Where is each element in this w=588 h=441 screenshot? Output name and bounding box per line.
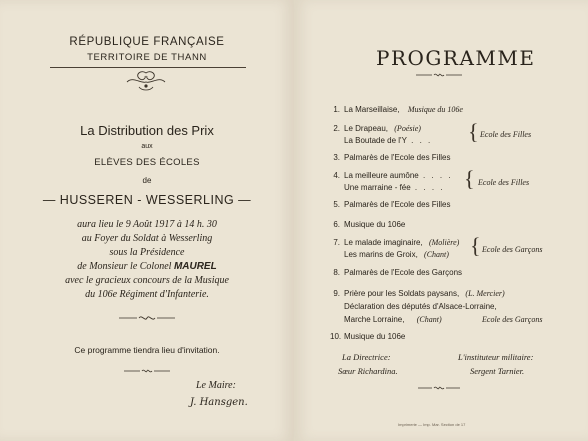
colonel-line: [0, 261, 294, 272]
date-line: aura lieu le 9 Août 1917 à 14 h. 30: [77, 219, 217, 230]
brace-icon: {: [470, 233, 481, 258]
item-number: 5.: [333, 200, 340, 209]
item-text: Une marraine - fée: [344, 183, 411, 192]
regiment-line: du 106e Régiment d'Infanterie.: [85, 289, 209, 300]
side-label-girls: Ecole des Filles: [480, 130, 532, 139]
item-text: Le Drapeau,: [344, 124, 389, 133]
side-label-boys: Ecole des Garçons: [482, 315, 543, 324]
de-text: de: [142, 176, 152, 185]
item-note: Musique du 106e: [407, 105, 463, 114]
programme-item-10: [330, 332, 405, 341]
item-number: 8.: [333, 268, 340, 277]
directrice-label: La Directrice:: [342, 352, 391, 362]
side-label-girls: Ecole des Filles: [478, 178, 530, 187]
territory-heading: TERRITOIRE DE THANN: [87, 52, 207, 63]
divider-flourish-icon: [117, 314, 177, 322]
ornament-flourish-icon: [121, 70, 171, 92]
presidence-text: sous la Présidence: [109, 247, 185, 258]
republic-heading: RÉPUBLIQUE FRANÇAISE: [69, 36, 225, 48]
item-number: 7.: [333, 238, 340, 247]
programme-item-1: [330, 105, 463, 114]
colonel-name: MAUREL: [173, 261, 217, 272]
directrice-name: Sœur Richardina.: [338, 366, 398, 376]
item-number: 4.: [333, 171, 340, 180]
programme-heading: PROGRAMME: [376, 46, 536, 70]
item-note: (Molière): [428, 238, 460, 247]
mayor-label: Le Maire:: [196, 380, 236, 391]
venue-line: au Foyer du Soldat à Wesserling: [81, 233, 213, 244]
programme-flourish-icon: [414, 72, 464, 78]
item-number: 6.: [333, 220, 340, 229]
item-number: 1.: [333, 105, 340, 114]
instituteur-name: Sergent Tarnier.: [470, 366, 525, 376]
item-text: Palmarès de l'Ecole des Garçons: [344, 268, 463, 277]
item-note: (Chant): [416, 315, 442, 324]
programme-item-9: [330, 289, 505, 298]
item-note: (Chant): [424, 250, 449, 259]
header-rule: [50, 67, 246, 68]
side-label-boys: Ecole des Garçons: [482, 245, 543, 254]
brace-icon: {: [468, 119, 479, 144]
programme-item-2b: La Boutade de l'Y . . .: [344, 136, 433, 145]
item-text: Les marins de Groix,: [344, 250, 418, 259]
programme-item-9c: [344, 315, 442, 324]
programme-item-2: [330, 124, 421, 133]
programme-item-6: [330, 220, 405, 229]
programme-item-5: [330, 200, 450, 209]
pupils-text: ELÈVES DES ÉCOLES: [94, 157, 200, 168]
item-note: (Poésie): [394, 124, 421, 133]
small-divider-icon: [122, 368, 172, 374]
printer-imprint: Imprimerie — Imp. Mar. Section de 17: [398, 422, 466, 427]
item-note: (L. Mercier): [465, 289, 505, 298]
item-text: Déclaration des députés d'Alsace-Lorraine,: [344, 302, 497, 311]
item-text: Marche Lorraine,: [344, 315, 405, 324]
item-text: La meilleure aumône: [344, 171, 419, 180]
brace-icon: {: [464, 166, 475, 191]
programme-item-9b: [344, 302, 497, 311]
item-number: 3.: [333, 153, 340, 162]
item-text: Le malade imaginaire,: [344, 238, 423, 247]
invitation-note: Ce programme tiendra lieu d'invitation.: [74, 345, 220, 355]
presidence-line: [0, 247, 294, 258]
item-text: La Marseillaise,: [344, 105, 400, 114]
distribution-title: La Distribution des Prix: [80, 123, 214, 138]
aux-text: aux: [141, 143, 153, 150]
item-text: Palmarès de l'Ecole des Filles: [344, 200, 451, 209]
mayor-signature: J. Hansgen.: [190, 397, 248, 408]
item-text: La Boutade de l'Y: [344, 136, 407, 145]
item-text: Musique du 106e: [344, 220, 406, 229]
item-text: Musique du 106e: [344, 332, 406, 341]
item-text: Palmarès de l'Ecole des Filles: [344, 153, 451, 162]
colonel-text: de Monsieur le Colonel: [77, 261, 174, 272]
programme-item-4b: Une marraine - fée . . . .: [344, 183, 445, 192]
closing-flourish-icon: [416, 385, 462, 391]
programme-item-8: [330, 268, 462, 277]
programme-item-7b: [344, 250, 449, 259]
item-text: Prière pour les Soldats paysans,: [344, 289, 460, 298]
programme-item-3: [330, 153, 450, 162]
item-number: 10.: [330, 332, 342, 341]
concours-line: avec le gracieux concours de la Musique: [65, 275, 229, 286]
item-number: 2.: [333, 124, 340, 133]
programme-item-4: 4. La meilleure aumône . . . .: [330, 171, 453, 180]
item-number: 9.: [333, 289, 340, 298]
location-heading: — HUSSEREN - WESSERLING —: [42, 193, 252, 207]
programme-page: [294, 0, 588, 441]
programme-item-7: [330, 238, 459, 247]
instituteur-label: L'instituteur militaire:: [458, 352, 534, 362]
